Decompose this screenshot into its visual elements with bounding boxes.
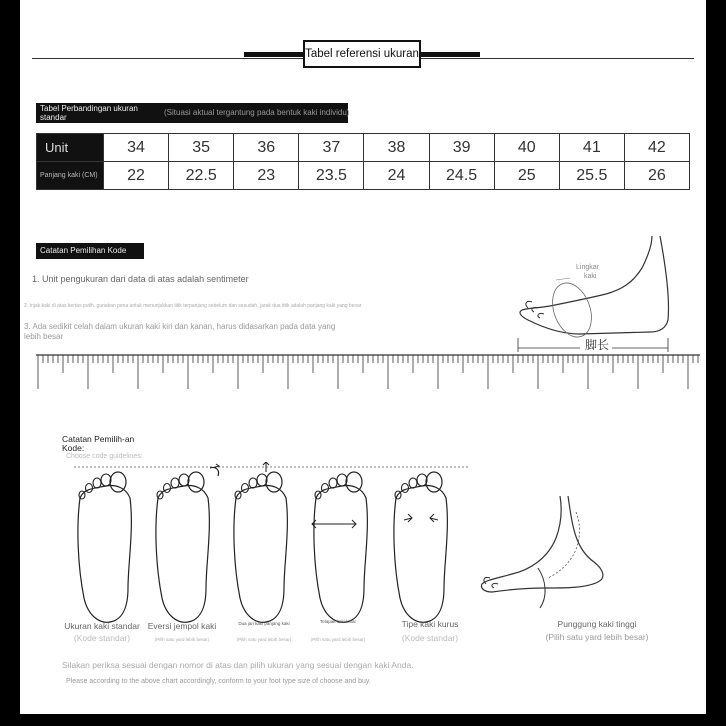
size-cell: 35	[169, 134, 234, 162]
girth-label: Lingkar	[576, 264, 599, 271]
length-cell: 22.5	[169, 162, 234, 190]
length-cell: 22	[104, 162, 169, 190]
size-cell: 37	[299, 134, 364, 162]
choose-subtitle: Choose code guidelines:	[66, 453, 143, 460]
size-chart-page	[20, 0, 706, 714]
foot-label-wide: Telapak kaki lebar	[319, 619, 357, 624]
note-2: 2. Injak kaki di atas kertas putih, gunakan pena untuk menunjukkan titik terpanjang sebelum dan sesudah, jarak dua titik adalah panjang kaki yang besar	[24, 303, 362, 309]
foot-label-bunion: Eversi jempol kaki	[147, 621, 217, 631]
length-cell: 23.5	[299, 162, 364, 190]
foot-length-label: 脚长	[585, 338, 610, 352]
length-cell: 24.5	[429, 162, 494, 190]
choose-title: Catatan Pemilih-an Kode:	[62, 434, 135, 453]
foot-wide-icon	[312, 472, 367, 622]
foot-label-standard: Ukuran kaki standar	[64, 621, 140, 631]
note-3a: 3. Ada sedikit celah dalam ukuran kaki kiri dan kanan, harus didasarkan pada data yang	[24, 322, 336, 331]
note-3b: lebih besar	[24, 332, 64, 341]
title-bar-right	[418, 52, 480, 57]
size-table	[36, 133, 690, 190]
size-cell: 38	[364, 134, 429, 162]
girth-label-2: kaki	[584, 273, 597, 280]
size-cell: 36	[234, 134, 299, 162]
row-head-unit: Unit	[37, 134, 104, 162]
length-cell: 25	[494, 162, 559, 190]
bottom-instruction: Silakan periksa sesuai dengan nomor di atas dan pilih ukuran yang sesuai dengan kaki Anda.	[62, 660, 414, 670]
foot-label-long-toe: Dua jari kaki panjang kaki	[238, 621, 290, 626]
foot-sub-wide: (Pilih satu yard lebih besar)	[310, 637, 366, 642]
size-cell: 42	[624, 134, 689, 162]
length-cell: 24	[364, 162, 429, 190]
foot-sub-bunion: (Pilih satu yard lebih besar)	[154, 637, 210, 642]
title-bar-left	[244, 52, 306, 57]
foot-slim-icon	[394, 472, 447, 622]
page-title: Tabel referensi ukuran	[303, 40, 421, 68]
foot-sub-high-instep: (Pilih satu yard lebih besar)	[545, 632, 649, 642]
comparison-label: Tabel Perbandingan ukuran standar	[36, 103, 348, 123]
note-1: 1. Unit pengukuran dari data di atas adalah sentimeter	[32, 274, 249, 284]
table-row	[37, 162, 690, 190]
ruler	[36, 353, 700, 390]
length-cell: 25.5	[559, 162, 624, 190]
size-cell: 40	[494, 134, 559, 162]
foot-sub-long-toe: (Pilih satu yard lebih besar)	[236, 637, 292, 642]
comparison-note: (Situasi aktual tergantung pada bentuk kaki individu)	[164, 108, 350, 117]
bottom-instruction-en: Please according to the above chart accordingly, conform to your foot type size of choose and buy.	[66, 678, 371, 685]
length-cell: 23	[234, 162, 299, 190]
foot-label-high-instep: Punggung kaki tinggi	[557, 619, 637, 629]
size-cell: 39	[429, 134, 494, 162]
notes-label: Catatan Pemilihan Kode	[36, 243, 144, 259]
row-head-length: Panjang kaki (CM)	[37, 162, 104, 190]
foot-sub-slim: (Kode standar)	[401, 633, 459, 643]
length-cell: 26	[624, 162, 689, 190]
foot-label-slim: Tipe kaki kurus	[401, 619, 459, 629]
foot-standard-icon	[78, 472, 131, 622]
size-cell: 41	[559, 134, 624, 162]
size-cell: 34	[104, 134, 169, 162]
high-instep-icon	[476, 492, 626, 617]
foot-bunion-icon	[156, 464, 219, 622]
foot-long-toe-icon	[234, 462, 287, 622]
table-row	[37, 134, 690, 162]
foot-side-illustration	[510, 228, 700, 358]
foot-sub-standard: (Kode standar)	[73, 633, 131, 643]
foot-types-illustration	[70, 462, 480, 632]
